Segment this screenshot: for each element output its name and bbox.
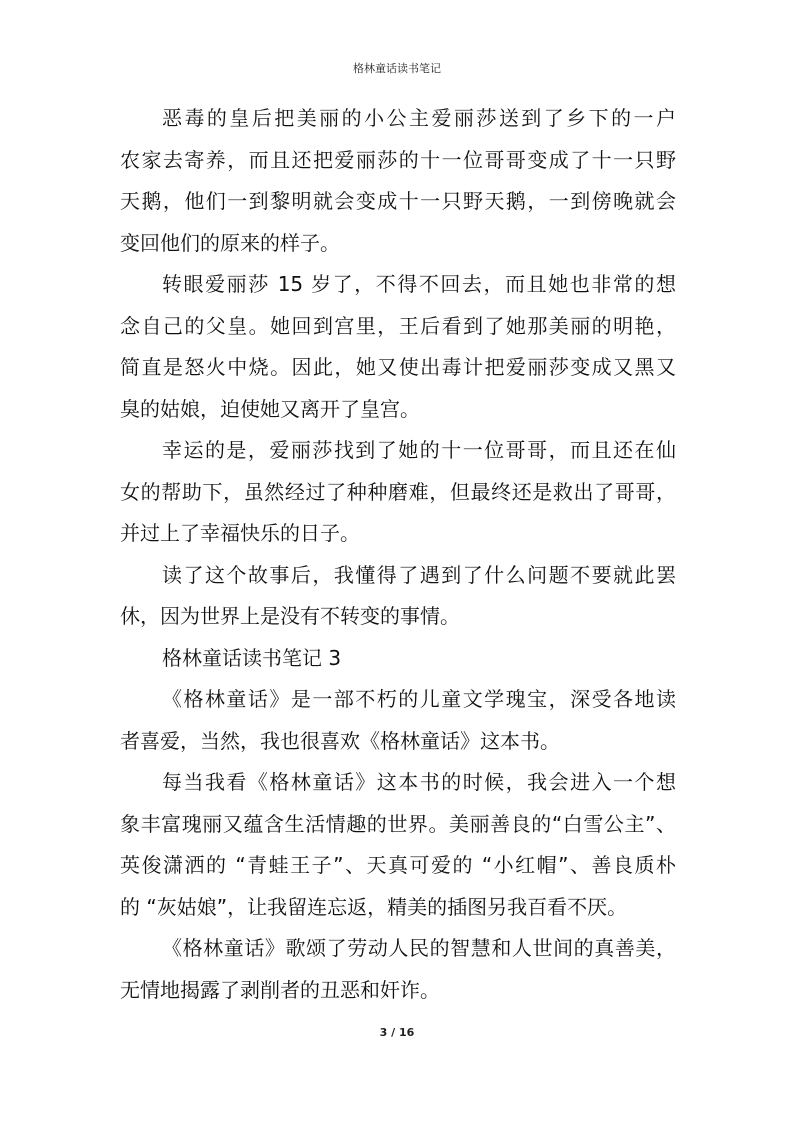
body-text xyxy=(120,98,676,1011)
page-header: 格林童话读书笔记 xyxy=(353,62,441,75)
text-line: 念自己的父皇。她回到宫里，王后看到了她那美丽的明艳， xyxy=(120,313,676,338)
text-line: 象丰富瑰丽又蕴含生活情趣的世界。美丽善良的“白雪公主”、 xyxy=(120,811,676,836)
text-line: 无情地揭露了剥削者的丑恶和奸诈。 xyxy=(120,977,440,1002)
text-line: 读了这个故事后，我懂得了遇到了什么问题不要就此罢 xyxy=(162,562,676,587)
text-line: 天鹅，他们一到黎明就会变成十一只野天鹅，一到傍晚就会 xyxy=(120,189,676,213)
text-line: 简直是怒火中烧。因此，她又使出毒计把爱丽莎变成又黑又 xyxy=(120,355,676,379)
text-line: 英俊潇洒的 “青蛙王子”、天真可爱的 “小红帽”、善良质朴 xyxy=(120,853,676,877)
text-line: 并过上了幸福快乐的日子。 xyxy=(120,521,360,545)
page-number: 3 / 16 xyxy=(379,1026,415,1039)
text-line: 农家去寄养，而且还把爱丽莎的十一位哥哥变成了十一只野 xyxy=(120,147,676,172)
text-line: 女的帮助下，虽然经过了种种磨难，但最终还是救出了哥哥， xyxy=(120,479,676,504)
text-line: 者喜爱，当然，我也很喜欢《格林童话》这本书。 xyxy=(120,728,560,753)
text-line: 幸运的是，爱丽莎找到了她的十一位哥哥，而且还在仙 xyxy=(162,438,676,462)
text-line: 每当我看《格林童话》这本书的时候，我会进入一个想 xyxy=(162,770,676,794)
text-line: 《格林童话》歌颂了劳动人民的智慧和人世间的真善美， xyxy=(162,936,676,960)
text-line: 恶毒的皇后把美丽的小公主爱丽莎送到了乡下的一户 xyxy=(162,106,676,130)
text-line: 的 “灰姑娘”，让我留连忘返，精美的插图另我百看不厌。 xyxy=(120,894,628,919)
text-line: 格林童话读书笔记 3 xyxy=(162,645,342,670)
text-line: 臭的姑娘，迫使她又离开了皇宫。 xyxy=(120,396,420,421)
text-line: 《格林童话》是一部不朽的儿童文学瑰宝，深受各地读 xyxy=(162,687,676,711)
text-line: 转眼爱丽莎 15 岁了，不得不回去，而且她也非常的想 xyxy=(162,272,676,296)
text-line: 变回他们的原来的样子。 xyxy=(120,230,340,255)
text-line: 休，因为世界上是没有不转变的事情。 xyxy=(120,604,460,628)
